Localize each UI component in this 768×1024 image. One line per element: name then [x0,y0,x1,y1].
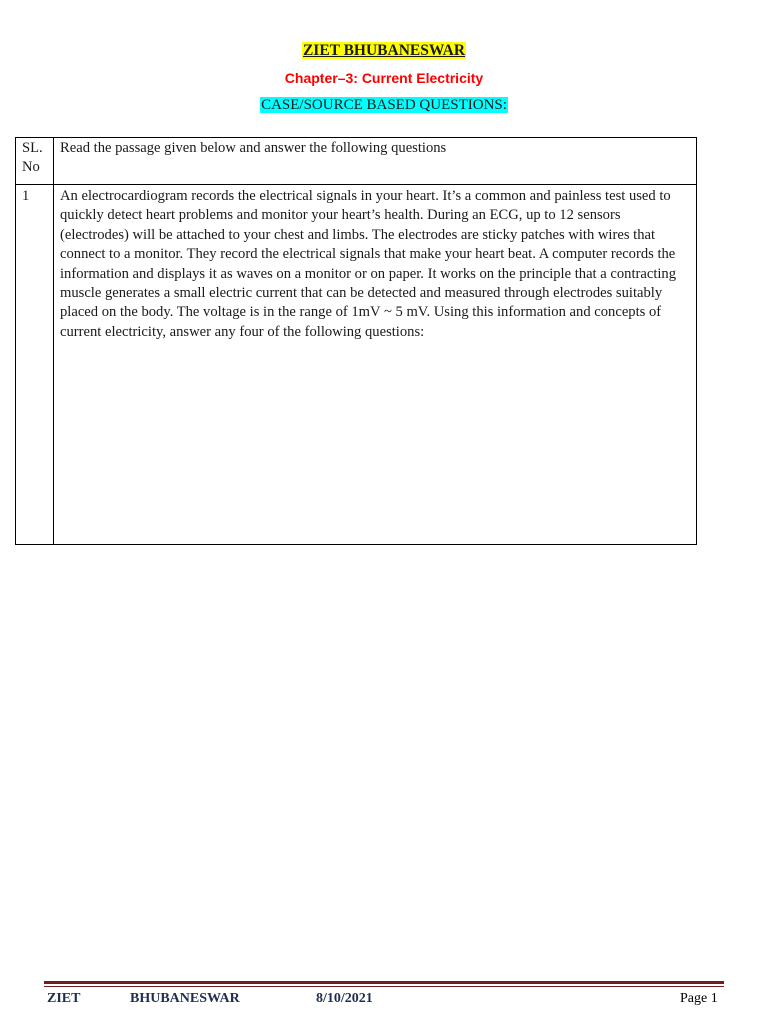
row-sl-number: 1 [16,185,54,545]
footer-date: 8/10/2021 [316,991,373,1006]
instruction-cell: Read the passage given below and answer the following questions [54,138,697,185]
question-table [15,137,697,545]
footer-divider-thin [44,986,724,987]
table-row [16,185,697,545]
school-title [0,42,768,60]
sl-no-header: SL. No [16,138,54,185]
passage-cell: An electrocardiogram records the electrical signals in your heart. It’s a common and painless test used to quickly detect heart problems and monitor your heart’s health. During an ECG, up to 12 sensors (electrodes) will be attached to your chest and limbs. The electrodes are sticky patches with wires that connect to a monitor. They record the electrical signals that make your heart beat. A computer records the information and displays it as waves on a monitor or on paper. It works on the principle that a contracting muscle generates a small electric current that can be detected and measured through electrodes suitably placed on the body. The voltage is in the range of 1mV ~ 5 mV. Using this information and concepts of current electricity, answer any four of the following questions: [54,185,697,545]
page-number: Page 1 [680,991,718,1006]
footer-city: BHUBANESWAR [130,991,240,1006]
table-header-row [16,138,697,185]
section-title-text: CASE/SOURCE BASED QUESTIONS: [261,97,507,113]
section-title [0,97,768,114]
footer-school: ZIET [47,991,81,1006]
footer-divider [44,981,724,984]
chapter-title: Chapter–3: Current Electricity [284,70,484,86]
school-title-text: ZIET BHUBANESWAR [302,42,466,59]
